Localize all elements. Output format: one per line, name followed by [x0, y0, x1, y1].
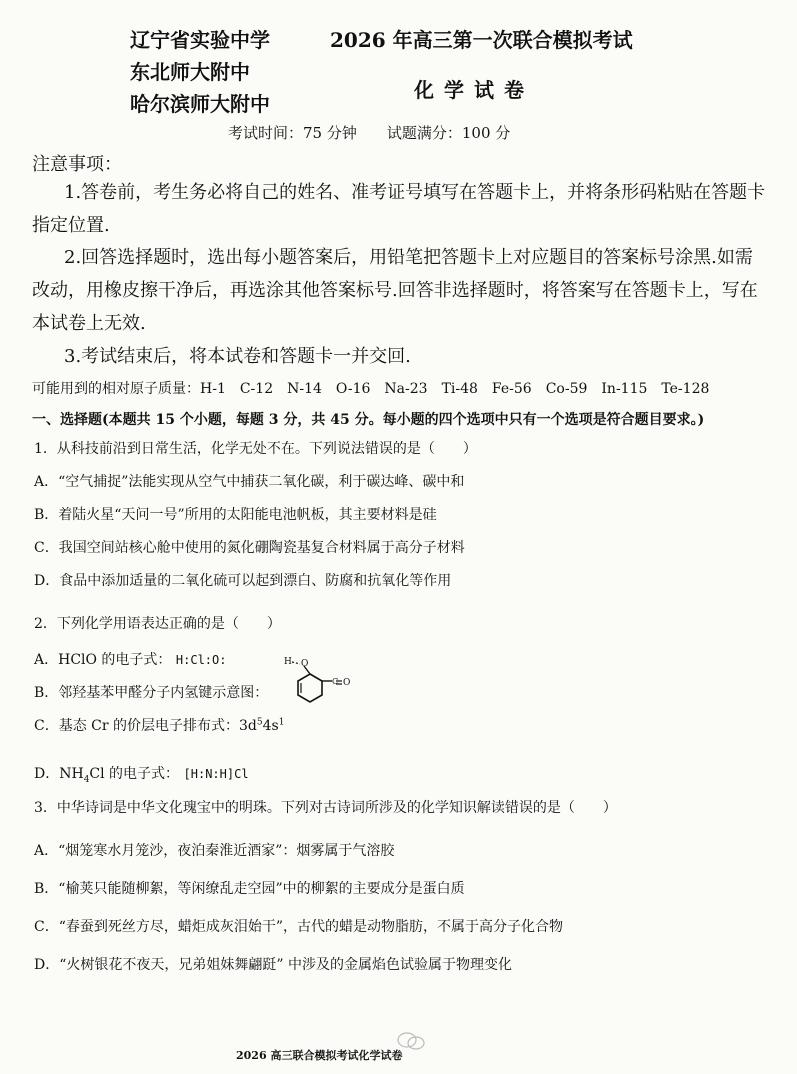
- school-name-3: 哈尔滨师大附中: [130, 92, 270, 116]
- svg-text:O: O: [301, 659, 309, 669]
- svg-text:H: H: [284, 657, 292, 667]
- question-3-stem: 3．中华诗词是中华文化瑰宝中的明珠。下列对古诗词所涉及的化学知识解读错误的是（ ）: [34, 800, 617, 816]
- q2-option-d-subscript: 4: [83, 774, 90, 785]
- q1-option-b: B．着陆火星“天问一号”所用的太阳能电池帆板，其主要材料是硅: [34, 507, 437, 523]
- exam-info: [228, 122, 510, 143]
- note-item: 2.回答选择题时，选出每小题答案后，用铅笔把答题卡上对应题目的答案标号涂黑.如需改动，用橡皮擦干净后，再选涂其他答案标号.回答非选择题时，将答案写在答题卡上，写在本试卷上无效.: [32, 247, 758, 334]
- q2-option-a-text: A．HClO 的电子式：: [34, 652, 172, 668]
- exam-title: 2026 年高三第一次联合模拟考试: [330, 28, 633, 52]
- school-name-2: 东北师大附中: [130, 60, 250, 84]
- svg-text:C: C: [332, 677, 339, 686]
- q2-option-c-superscript: 1: [278, 717, 285, 728]
- q2-option-b: B．邻羟基苯甲醛分子内氢键示意图：: [34, 685, 269, 701]
- svg-text:O: O: [343, 678, 351, 688]
- atomic-masses: 可能用到的相对原子质量：H-1 C-12 N-14 O-16 Na-23 Ti-48 Fe-56 Co-59 In-115 Te-128: [32, 381, 710, 397]
- note-item: 1.答卷前，考生务必将自己的姓名、准考证号填写在答题卡上，并将条形码粘贴在答题卡指定位置.: [32, 182, 766, 236]
- q2-option-c-orbital: 4s: [262, 718, 279, 734]
- q3-option-d: D．“火树银花不夜天，兄弟姐妹舞翩跹” 中涉及的金属焰色试验属于物理变化: [34, 957, 512, 973]
- footer-title: 2026 高三联合模拟考试化学试卷: [236, 1049, 403, 1062]
- q2-option-a: [34, 649, 226, 669]
- q2-option-d: [34, 763, 249, 785]
- q2-option-c: [34, 715, 284, 735]
- q1-option-a: A．“空气捕捉”法能实现从空气中捕获二氧化碳，利于碳达峰、碳中和: [34, 474, 465, 490]
- hclo-lewis-formula: H:Cl:O:: [175, 653, 227, 667]
- q2-option-c-text: C．基态 Cr 的价层电子排布式：3d: [34, 718, 257, 734]
- exam-score: 试题满分：100 分: [386, 124, 511, 142]
- q3-option-c: C．“春蚕到死丝方尽，蜡炬成灰泪始干”，古代的蜡是动物脂肪，不属于高分子化合物: [34, 919, 564, 935]
- hydroxybenzaldehyde-structure-diagram: [280, 654, 356, 710]
- note-item: 3.考试结束后，将本试卷和答题卡一并交回.: [64, 346, 411, 367]
- question-1-stem: 1．从科技前沿到日常生活，化学无处不在。下列说法错误的是（ ）: [34, 441, 477, 457]
- q1-option-d: D．食品中添加适量的二氧化硫可以起到漂白、防腐和抗氧化等作用: [34, 573, 452, 589]
- subject-title: 化学试卷: [414, 78, 534, 102]
- q3-option-b: B．“榆荚只能随柳絮，等闲缭乱走空园”中的柳絮的主要成分是蛋白质: [34, 881, 465, 897]
- notes-heading: 注意事项：: [32, 154, 122, 175]
- q2-option-c-superscript: 5: [256, 717, 263, 728]
- school-name-1: 辽宁省实验中学: [130, 28, 270, 52]
- section-heading: 一、选择题(本题共 15 个小题，每题 3 分，共 45 分。每小题的四个选项中只有一个选项是符合题目要求。): [32, 412, 705, 428]
- question-2-stem: 2．下列化学用语表达正确的是（ ）: [34, 616, 281, 632]
- q1-option-c: C．我国空间站核心舱中使用的氮化硼陶瓷基复合材料属于高分子材料: [34, 540, 465, 556]
- nh4cl-lewis-formula: [H:N:H]Cl: [183, 767, 249, 781]
- q2-option-d-text: D．NH: [34, 766, 84, 782]
- q2-option-d-text-suffix: Cl 的电子式：: [89, 766, 180, 782]
- q3-option-a: A．“烟笼寒水月笼沙，夜泊秦淮近酒家”：烟雾属于气溶胶: [34, 843, 395, 859]
- exam-time: 考试时间：75 分钟: [228, 124, 357, 142]
